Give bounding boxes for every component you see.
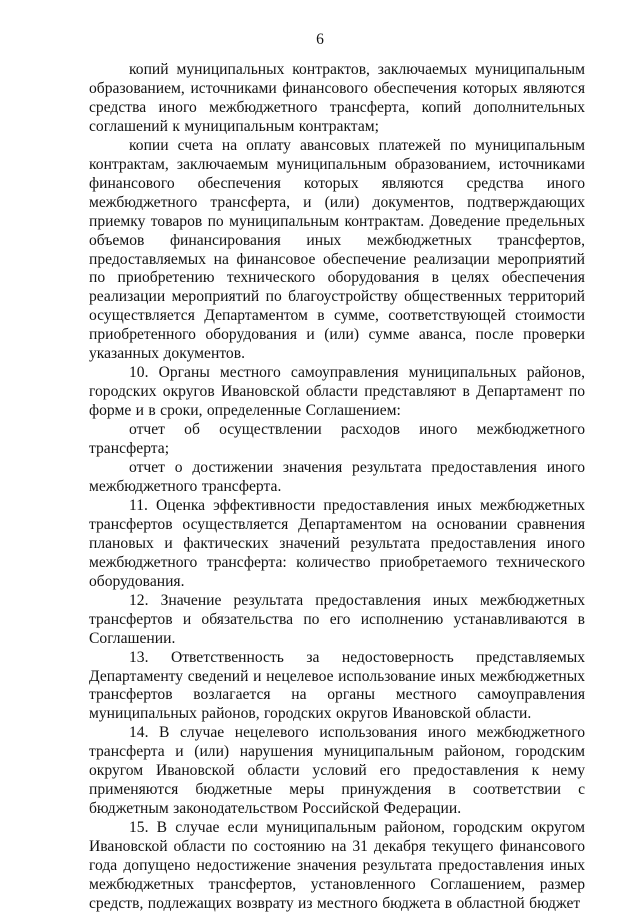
document-body bbox=[89, 61, 585, 914]
paragraph-contract-copies: копий муниципальных контрактов, заключаемых муниципальным образованием, источниками финансового обеспечения которых являются средства иного межбюджетного трансферта, копий дополнительных соглашений к муниципальным контрактам; bbox=[89, 61, 585, 135]
paragraph-item-14: 14. В случае нецелевого использования иного межбюджетного трансферта и (или) нарушения муниципальным районом, городским округом Ивановской области условий его предоставления к нему применяются бюджетные меры принуждения в соответствии с бюджетным законодательством Российской Федерации. bbox=[89, 724, 585, 818]
paragraph-item-10: 10. Органы местного самоуправления муниципальных районов, городских округов Ивановской области представляют в Департамент по форме и в сроки, определенные Соглашением: bbox=[89, 364, 585, 420]
paragraph-item-15: 15. В случае если муниципальным районом, городским округом Ивановской области по состоянию на 31 декабря текущего финансового года допущено недостижение значения результата предоставления иных межбюджетных трансфертов, установленного Соглашением, размер средств, подлежащих возврату из местного бюджета в областной бюджет bbox=[89, 819, 585, 912]
paragraph-invoice-copies: копии счета на оплату авансовых платежей по муниципальным контрактам, заключаемым муниципальным образованием, источниками финансового обеспечения которых являются средства иного межбюджетного трансферта, и (или) документов, подтверждающих приемку товаров по муниципальным контрактам. Доведение предельных объемов финансирования иных межбюджетных трансфертов, предоставляемых на финансовое обеспечение реализации мероприятий по приобретению технического оборудования в целях обеспечения реализации мероприятий по благоустройству общественных территорий осуществляется Департаментом в сумме, соответствующей стоимости приобретенного оборудования и (или) сумме аванса, после проверки указанных документов. bbox=[89, 136, 585, 363]
paragraph-expense-report: отчет об осуществлении расходов иного межбюджетного трансферта; bbox=[89, 421, 585, 458]
paragraph-result-report: отчет о достижении значения результата предоставления иного межбюджетного трансферта. bbox=[89, 459, 585, 495]
paragraph-item-13: 13. Ответственность за недостоверность представляемых Департаменту сведений и нецелевое использование иных межбюджетных трансфертов возлагается на органы местного самоуправления муниципальных районов, городских округов Ивановской области. bbox=[89, 648, 585, 723]
page-number: 6 bbox=[316, 31, 324, 48]
paragraph-item-12: 12. Значение результата предоставления иных межбюджетных трансфертов и обязательства по его исполнению устанавливаются в Соглашении. bbox=[89, 591, 585, 647]
paragraph-item-11: 11. Оценка эффективности предоставления иных межбюджетных трансфертов осуществляется Департаментом на основании сравнения плановых и фактических значений результата предоставления иного межбюджетного трансферта: количество приобретаемого технического оборудования. bbox=[89, 496, 585, 590]
